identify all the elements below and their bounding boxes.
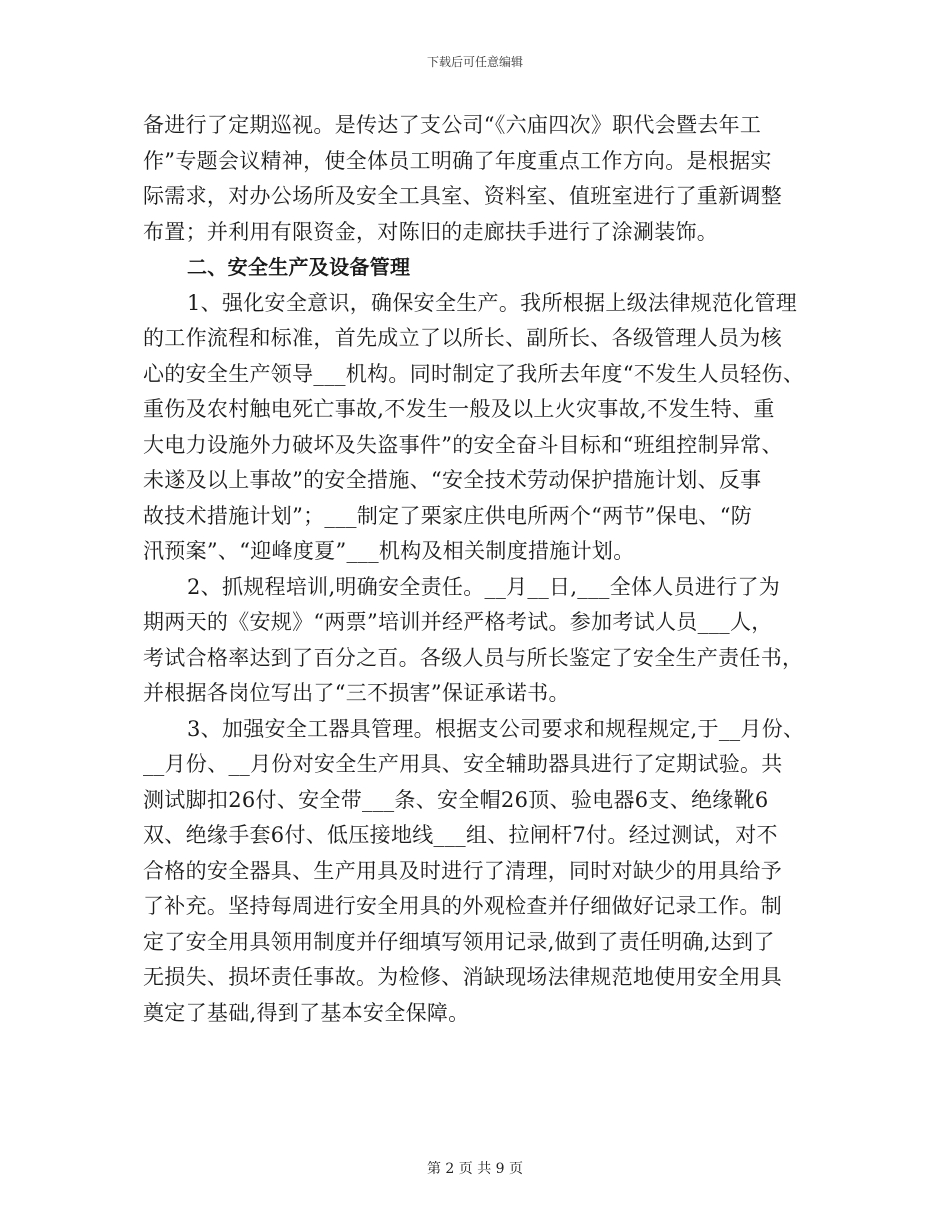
text-line: 备进行了定期巡视。是传达了支公司“《六庙四次》职代会暨去年工 [143,113,762,137]
text-line: 际需求，对办公场所及安全工具室、资料室、值班室进行了重新调整 [143,184,782,208]
section-heading: 二、安全生产及设备管理 [187,255,411,279]
text-line: 重伤及农村触电死亡事故,不发生一般及以上火灾事故,不发生特、重 [143,397,775,421]
text-line: 布置；并利用有限资金，对陈旧的走廊扶手进行了涂涮装饰。 [143,219,719,244]
text-line: 奠定了基础,得到了基本安全保障。 [143,1000,470,1025]
text-line: 2、抓规程培训,明确安全责任。__月__日,___全体人员进行了为 [187,574,781,599]
text-line: 考试合格率达到了百分之百。各级人员与所长鉴定了安全生产责任书， [143,645,804,670]
text-line: 1、强化安全意识，确保安全生产。我所根据上级法律规范化管理 [187,290,798,315]
text-line: 的工作流程和标准，首先成立了以所长、副所长、各级管理人员为核 [143,326,782,350]
text-line: 未遂及以上事故”的安全措施、“安全技术劳动保护措施计划、反事 [143,468,762,492]
page-footer: 第 2 页 共 9 页 [426,1161,524,1177]
text-line: 了补充。坚持每周进行安全用具的外观检查并仔细做好记录工作。制 [143,894,782,918]
text-line: 大电力设施外力破坏及失盗事件”的安全奋斗目标和“班组控制异常、 [143,432,783,457]
text-line: 合格的安全器具、生产用具及时进行了清理，同时对缺少的用具给予 [143,858,782,883]
text-line: 双、绝缘手套6付、低压接地线___组、拉闸杆7付。经过测试，对不 [143,823,778,847]
text-line: 作”专题会议精神，使全体员工明确了年度重点工作方向。是根据实 [143,148,772,173]
text-line: 定了安全用具领用制度并仔细填写领用记录,做到了责任明确,达到了 [143,929,775,954]
text-line: __月份、__月份对安全生产用具、安全辅助器具进行了定期试验。共 [143,752,783,776]
text-line: 测试脚扣26付、安全带___条、安全帽26顶、验电器6支、绝缘靴6 [143,787,769,812]
text-line: 汛预案”、“迎峰度夏”___机构及相关制度措施计划。 [143,539,635,563]
text-line: 无损失、损坏责任事故。为检修、消缺现场法律规范地使用安全用具 [143,965,782,989]
page-header: 下载后可任意编辑 [426,55,523,69]
document-body [143,108,823,1031]
text-line: 心的安全生产领导___机构。同时制定了我所去年度“不发生人员轻伤、 [143,361,805,386]
text-line: 3、加强安全工器具管理。根据支公司要求和规程规定,于__月份、 [187,716,805,741]
text-line: 期两天的《安规》“两票”培训并经严格考试。参加考试人员___人， [143,610,773,634]
text-line: 并根据各岗位写出了“三不损害”保证承诺书。 [143,681,570,705]
text-line: 故技术措施计划”；___制定了栗家庄供电所两个“两节”保电、“防 [143,503,753,528]
